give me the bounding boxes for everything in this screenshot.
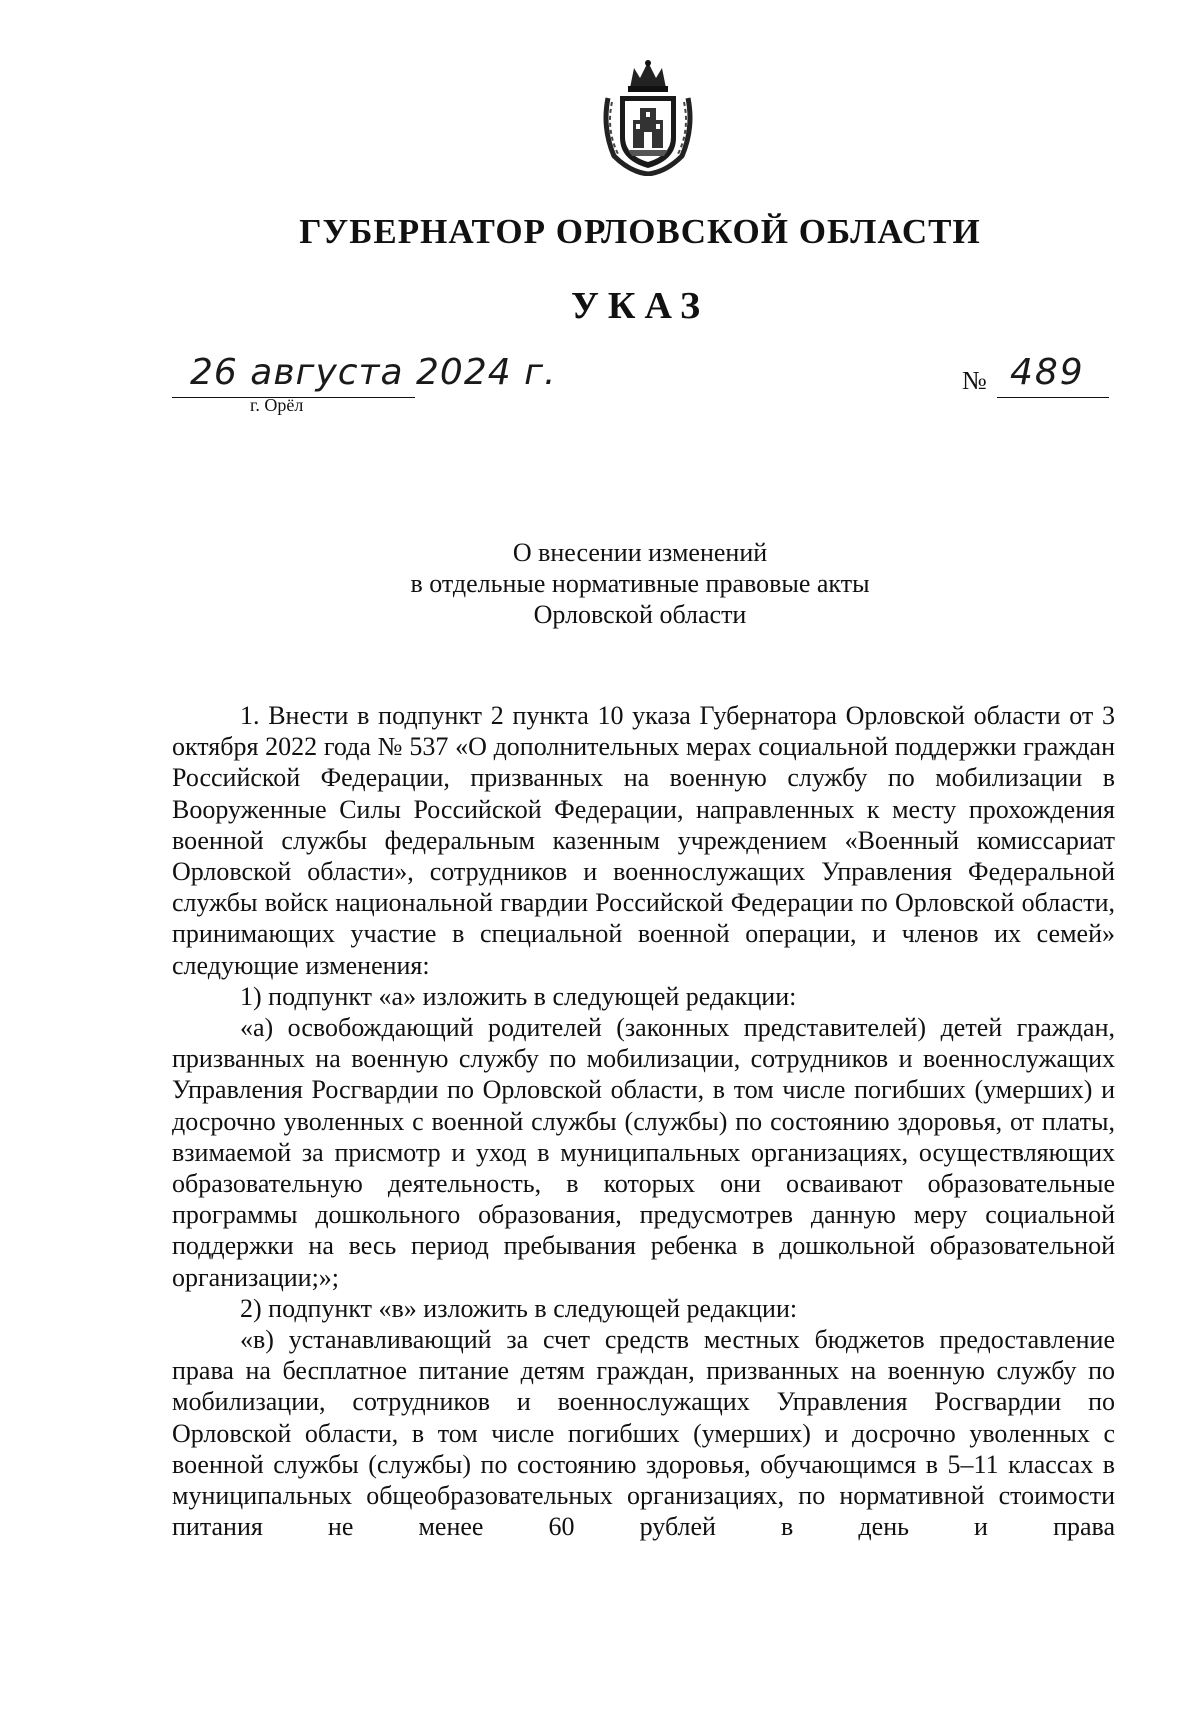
paragraph: 1. Внести в подпункт 2 пункта 10 указа Губернатора Орловской области от 3 октября 2022 года № 537 «О дополнительных мерах социальной поддержки граждан Российской Федерации, призванных на военную службу по мобилизации в Вооруженные Силы Российской Федерации, направленных к месту прохождения военной службы федеральным казенным учреждением «Военный комиссариат Орловской области», сотрудников и военнослужащих Управления Федеральной службы войск национальной гвардии Российской Федерации по Орловской области, принимающих участие в специальной военной операции, и членов их семей» следующие изменения: (172, 701, 1115, 980)
paragraph: 1) подпункт «а» изложить в следующей редакции: (240, 981, 797, 1011)
document-type: УКАЗ (571, 285, 709, 327)
subject-line: Орловской области (533, 600, 747, 629)
document-date: 26 августа 2024 г. (190, 352, 557, 393)
document-body (172, 700, 1115, 1542)
issuing-authority: ГУБЕРНАТОР ОРЛОВСКОЙ ОБЛАСТИ (299, 212, 981, 251)
number-sign: № (962, 366, 987, 395)
paragraph: «а) освобождающий родителей (законных представителей) детей граждан, призванных на военную службу по мобилизации, сотрудников и военнослужащих Управления Росгвардии по Орловской области, в том числе погибших (умерших) и досрочно уволенных с военной службы (службы) по состоянию здоровья, от платы, взимаемой за присмотр и уход в муниципальных организациях, осуществляющих образовательную деятельность, в которых они осваивают образовательные программы дошкольного образования, предусмотрев данную меру социальной поддержки на весь период пребывания ребенка в дошкольной образовательной организации;»; (172, 1013, 1115, 1292)
subject-line: О внесении изменений (512, 538, 768, 567)
document-subject (0, 537, 1200, 630)
coat-of-arms-icon (600, 58, 696, 176)
subject-line: в отдельные нормативные правовые акты (410, 569, 870, 598)
document-place: г. Орёл (250, 395, 304, 415)
number-underline (997, 397, 1109, 398)
paragraph: «в) устанавливающий за счет средств местных бюджетов предоставление права на бесплатное питание детям граждан, призванных на военную службу по мобилизации, сотрудников и военнослужащих Управления Росгвардии по Орловской области, в том числе погибших (умерших) и досрочно уволенных с военной службы (службы) по состоянию здоровья, обучающимся в 5–11 классах в муниципальных общеобразовательных организациях, по нормативной стоимости питания не менее 60 рублей в день и права (172, 1325, 1115, 1542)
document-number: 489 (1010, 352, 1085, 393)
paragraph: 2) подпункт «в» изложить в следующей редакции: (240, 1293, 798, 1323)
